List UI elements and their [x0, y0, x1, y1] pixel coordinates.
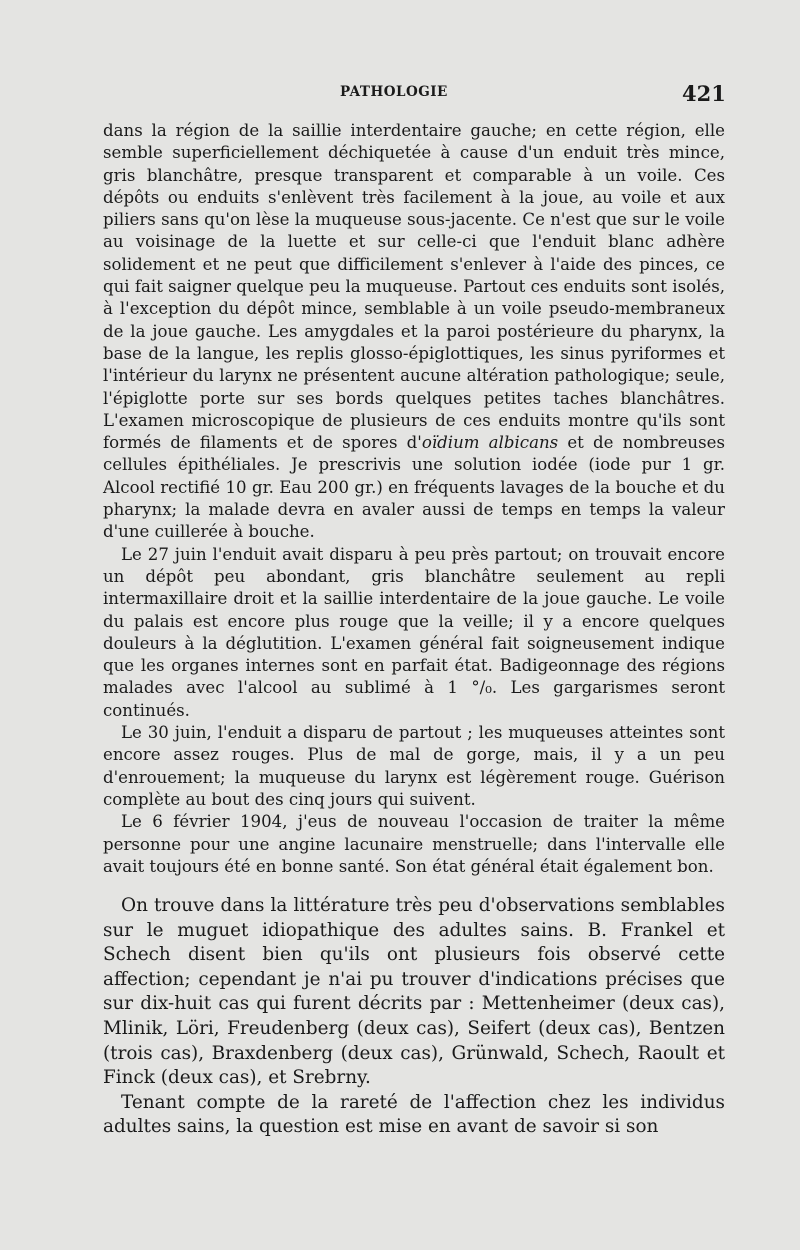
- paragraph-text-continued: et de nombreuses cellules épithéliales. Je prescrivis une solution iodée (iode pur 1 gr. Alcool rectifié 10 gr. Eau 200 gr.) en fréquents lavages de la bouche et du pharynx; la malade devra en avaler aussi de temps en temps la valeur d'une cuillerée à bouche.: [103, 433, 725, 542]
- paragraph-text: dans la région de la saillie interdentaire gauche; en cette région, elle semble superficiellement déchiquetée à cause d'un enduit très mince, gris blanchâtre, presque transparent et comparable à un voile. Ces dépôts ou enduits s'enlèvent très facilement à la joue, au voile et aux piliers sans qu'on lèse la muqueuse sous-jacente. Ce n'est que sur le voile au voisinage de la luette et sur celle-ci que l'enduit blanc adhère solidement et ne peut que difficilement s'enlever à l'aide des pinces, ce qui fait saigner quelque peu la muqueuse. Partout ces enduits sont isolés, à l'exception du dépôt mince, semblable à un voile pseudo-membraneux de la joue gauche. Les amygdales et la paroi postérieure du pharynx, la base de la langue, les replis glosso-épiglottiques, les sinus pyriformes et l'intérieur du larynx ne présentent aucune altération pathologique; seule, l'épiglotte porte sur ses bords quelques petites taches blanchâtres. L'examen microscopique de plusieurs de ces enduits montre qu'ils sont formés de filaments et de spores d': [103, 121, 725, 453]
- paragraph-rarity: Tenant compte de la rareté de l'affection chez les individus adultes sains, la question est mise en avant de savoir si son: [103, 1091, 725, 1138]
- paragraph-june-27: Le 27 juin l'enduit avait disparu à peu près partout; on trouvait encore un dépôt peu abondant, gris blanchâtre seulement au repli intermaxillaire droit et la saillie interdentaire de la joue gauche. Le voile du palais est encore plus rouge que la veille; il y a encore quelques douleurs à la déglutition. L'examen général fait soigneusement indique que les organes internes sont en parfait état. Badigeonnage des régions malades avec l'alcool au sublimé à 1 °/₀. Les gargarismes seront continués.: [103, 544, 725, 720]
- paragraph-february-6: Le 6 février 1904, j'eus de nouveau l'occasion de traiter la même personne pour une angine lacunaire menstruelle; dans l'intervalle elle avait toujours été en bonne santé. Son état général était également bon.: [103, 812, 725, 876]
- running-title: PATHOLOGIE: [340, 84, 448, 100]
- section-gap: [103, 878, 725, 894]
- paragraph-literature: On trouve dans la littérature très peu d'observations semblables sur le muguet idiopathique des adultes sains. B. Frankel et Schech disent bien qu'ils ont plusieurs fois observé cette affection; cependant je n'ai pu trouver d'indications précises que sur dix-huit cas qui furent décrits par : Mettenheimer (deux cas), Mlinik, Löri, Freudenberg (deux cas), Seifert (deux cas), Bentzen (trois cas), Braxdenberg (deux cas), Grünwald, Schech, Raoult et Finck (deux cas), et Srebrny.: [103, 895, 725, 1089]
- page-number: 421: [682, 81, 726, 106]
- page-header: [0, 81, 800, 106]
- paragraph-june-30: Le 30 juin, l'enduit a disparu de partout ; les muqueuses atteintes sont encore assez rouges. Plus de mal de gorge, mais, il y a un peu d'enrouement; la muqueuse du larynx est légèrement rouge. Guérison complète au bout des cinq jours qui suivent.: [103, 723, 725, 809]
- page-body: [103, 120, 725, 1140]
- species-name: oïdium albicans: [421, 433, 559, 453]
- paragraph-case-description: [103, 120, 725, 544]
